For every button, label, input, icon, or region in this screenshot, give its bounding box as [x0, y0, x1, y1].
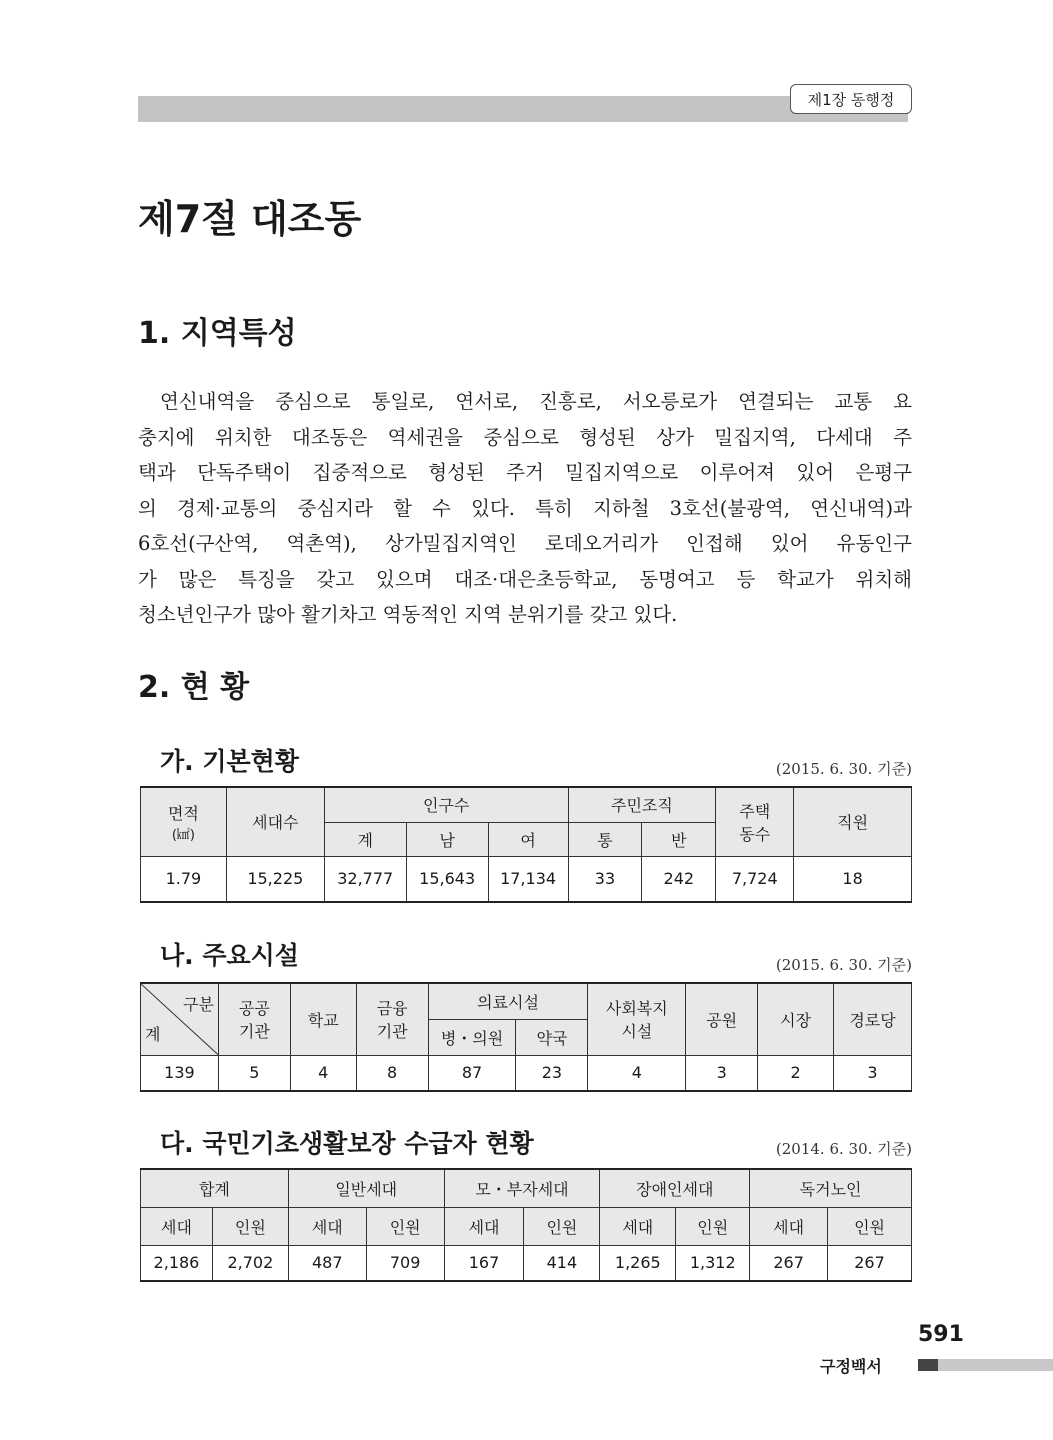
value-general-household: 487 — [288, 1245, 366, 1281]
value-elderly-person: 267 — [828, 1245, 912, 1281]
value-housing: 7,724 — [716, 856, 794, 902]
header-park: 공원 — [686, 983, 758, 1055]
status-heading: 2. 현 황 — [138, 670, 250, 705]
header-market: 시장 — [758, 983, 834, 1055]
region-line: 6호선(구산역, 역촌역), 상가밀집지역인 로데오거리가 인접해 있어 유동인구 — [138, 532, 912, 555]
header-public: 공공 기관 — [218, 983, 290, 1055]
header-person: 인원 — [676, 1207, 750, 1245]
region-line: 택과 단독주택이 집중적으로 형성된 주거 밀집지역으로 이루어져 있어 은평구 — [138, 461, 912, 484]
header-person: 인원 — [212, 1207, 288, 1245]
value-households: 15,225 — [226, 856, 324, 902]
value-staff: 18 — [794, 856, 912, 902]
area-unit: (㎢) — [171, 827, 195, 843]
region-heading: 1. 지역특성 — [138, 316, 297, 351]
header-housing: 주택 동수 — [716, 787, 794, 856]
region-line: 의 경제·교통의 중심지라 할 수 있다. 특히 지하철 3호선(불광역, 연신내역)과 — [138, 496, 912, 520]
table-row — [141, 1245, 912, 1281]
welfare-basis: (2014. 6. 30. 기준) — [775, 1140, 912, 1158]
value-single-parent-household: 167 — [444, 1245, 524, 1281]
region-line: 연신내역을 중심으로 통일로, 연서로, 진흥로, 서오릉로가 연결되는 교통 요 — [160, 390, 912, 413]
facilities-table — [140, 982, 912, 1092]
value-finance: 8 — [356, 1055, 428, 1091]
header-household: 세대 — [141, 1207, 213, 1245]
value-tong: 33 — [568, 856, 642, 902]
value-pop-male: 15,643 — [406, 856, 488, 902]
region-description — [138, 384, 912, 633]
value-park: 3 — [686, 1055, 758, 1091]
value-hospital: 87 — [428, 1055, 516, 1091]
header-staff: 직원 — [794, 787, 912, 856]
basic-title: 가. 기본현황 — [160, 747, 299, 776]
value-total-household: 2,186 — [141, 1245, 213, 1281]
header-group-elderly-alone: 독거노인 — [750, 1169, 912, 1207]
value-total: 139 — [141, 1055, 219, 1091]
header-person: 인원 — [524, 1207, 600, 1245]
header-pop-total: 계 — [324, 822, 406, 856]
header-welfare: 사회복지 시설 — [588, 983, 686, 1055]
welfare-table — [140, 1168, 912, 1282]
facilities-title: 나. 주요시설 — [160, 941, 299, 970]
region-line: 가 많은 특징을 갖고 있으며 대조·대은초등학교, 동명여고 등 학교가 위치해 — [138, 567, 912, 591]
header-ban: 반 — [642, 822, 716, 856]
basic-table — [140, 786, 912, 903]
header-group-total: 합계 — [141, 1169, 289, 1207]
header-senior-center: 경로당 — [834, 983, 912, 1055]
chapter-tag: 제1장 동행정 — [790, 84, 912, 114]
value-pharmacy: 23 — [516, 1055, 588, 1091]
header-households: 세대수 — [226, 787, 324, 856]
footer-bar — [938, 1359, 1053, 1371]
header-pop-male: 남 — [406, 822, 488, 856]
footer-label: 구정백서 — [820, 1357, 882, 1376]
header-area: 면적 (㎢) — [141, 787, 227, 856]
header-person: 인원 — [828, 1207, 912, 1245]
value-disabled-household: 1,265 — [600, 1245, 676, 1281]
region-line: 충지에 위치한 대조동은 역세권을 중심으로 형성된 상가 밀집지역, 다세대 주 — [138, 425, 912, 449]
facilities-basis: (2015. 6. 30. 기준) — [775, 956, 912, 974]
header-hospital: 병・의원 — [428, 1019, 516, 1055]
value-senior-center: 3 — [834, 1055, 912, 1091]
header-household: 세대 — [750, 1207, 828, 1245]
header-resident-org: 주민조직 — [568, 787, 716, 822]
header-pharmacy: 약국 — [516, 1019, 588, 1055]
region-line: 청소년인구가 많아 활기차고 역동적인 지역 분위기를 갖고 있다. — [138, 603, 678, 626]
header-household: 세대 — [444, 1207, 524, 1245]
header-population: 인구수 — [324, 787, 568, 822]
header-group-disabled: 장애인세대 — [600, 1169, 750, 1207]
header-person: 인원 — [366, 1207, 444, 1245]
value-elderly-household: 267 — [750, 1245, 828, 1281]
header-category-corner — [141, 983, 219, 1055]
header-total: 계 — [145, 1024, 161, 1044]
header-household: 세대 — [288, 1207, 366, 1245]
header-pop-female: 여 — [488, 822, 568, 856]
value-total-person: 2,702 — [212, 1245, 288, 1281]
value-general-person: 709 — [366, 1245, 444, 1281]
basic-basis: (2015. 6. 30. 기준) — [775, 760, 912, 778]
header-group-single-parent: 모・부자세대 — [444, 1169, 600, 1207]
header-finance: 금융 기관 — [356, 983, 428, 1055]
value-public: 5 — [218, 1055, 290, 1091]
value-single-parent-person: 414 — [524, 1245, 600, 1281]
value-ban: 242 — [642, 856, 716, 902]
value-pop-total: 32,777 — [324, 856, 406, 902]
header-medical: 의료시설 — [428, 983, 588, 1019]
welfare-title: 다. 국민기초생활보장 수급자 현황 — [160, 1129, 534, 1158]
page-number: 591 — [918, 1322, 964, 1347]
footer-dark-block — [918, 1359, 938, 1371]
table-row — [141, 856, 912, 902]
value-disabled-person: 1,312 — [676, 1245, 750, 1281]
header-category: 구분 — [182, 995, 214, 1014]
value-pop-female: 17,134 — [488, 856, 568, 902]
header-tong: 통 — [568, 822, 642, 856]
header-household: 세대 — [600, 1207, 676, 1245]
header-group-general: 일반세대 — [288, 1169, 444, 1207]
section-title: 제7절 대조동 — [138, 197, 362, 241]
value-school: 4 — [290, 1055, 356, 1091]
value-area: 1.79 — [141, 856, 227, 902]
value-market: 2 — [758, 1055, 834, 1091]
value-welfare: 4 — [588, 1055, 686, 1091]
header-school: 학교 — [290, 983, 356, 1055]
table-row — [141, 1055, 912, 1091]
